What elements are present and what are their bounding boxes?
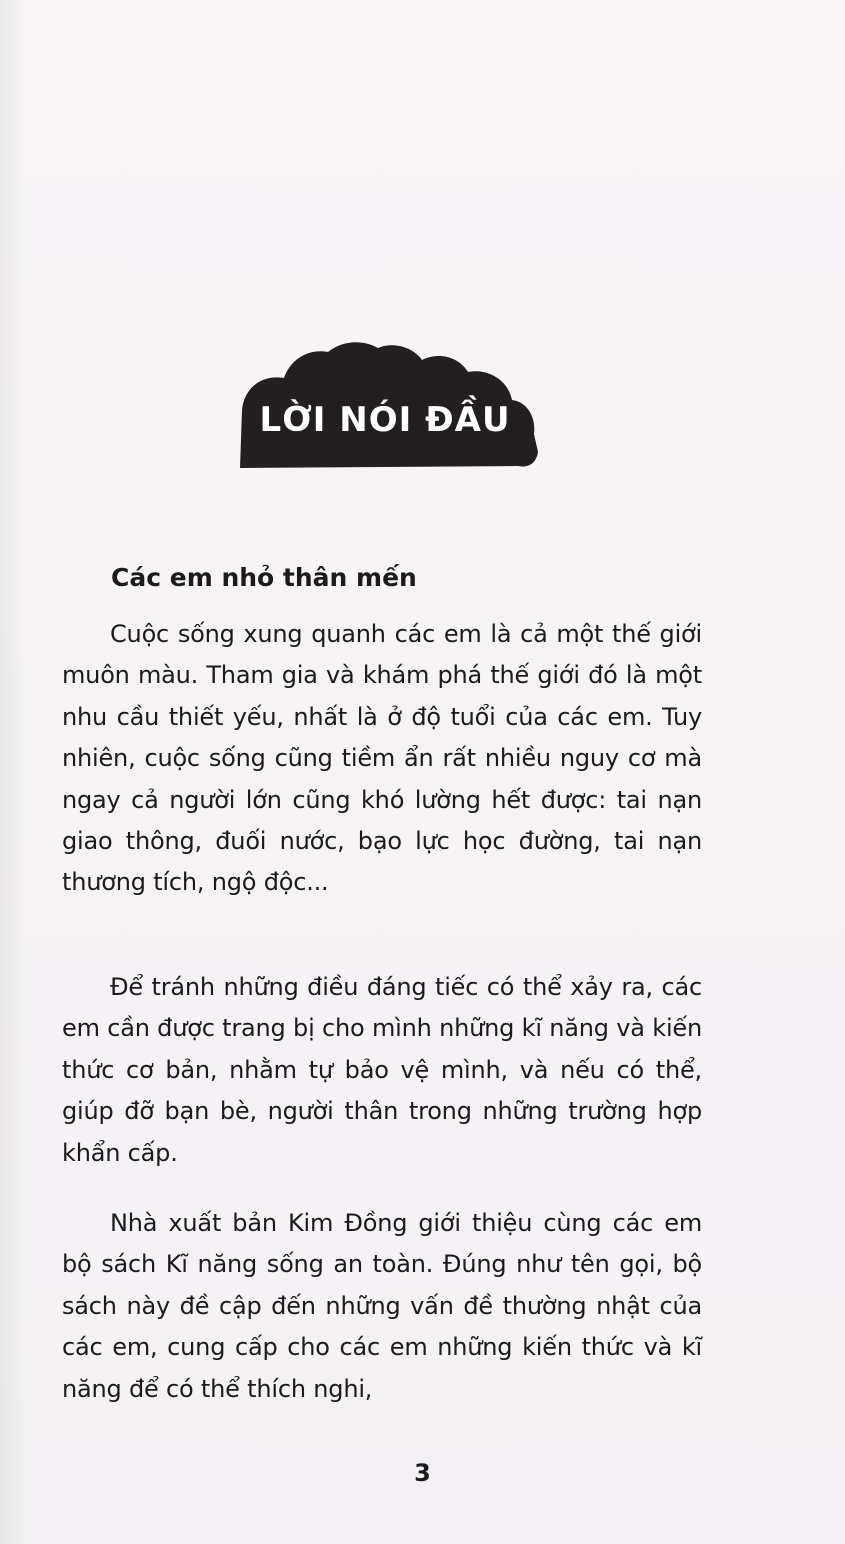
paragraph-3: Nhà xuất bản Kim Đồng giới thiệu cùng các em bộ sách Kĩ năng sống an toàn. Đúng như tên gọi, bộ sách này đề cập đến những vấn đề thường nhật của các em, cung cấp cho các em những kiến thức và kĩ năng để có thể thích nghi, bbox=[62, 1209, 702, 1403]
page-title: LỜI NÓI ĐẦU bbox=[259, 400, 511, 440]
paragraph-1: Cuộc sống xung quanh các em là cả một thế giới muôn màu. Tham gia và khám phá thế giới đó là một nhu cầu thiết yếu, nhất là ở độ tuổi của các em. Tuy nhiên, cuộc sống cũng tiềm ẩn rất nhiều nguy cơ mà ngay cả người lớn cũng khó lường hết được: tai nạn giao thông, đuối nước, bạo lực học đường, tai nạn thương tích, ngộ độc... bbox=[62, 620, 702, 897]
greeting-heading: Các em nhỏ thân mến bbox=[111, 563, 417, 592]
title-banner bbox=[232, 340, 538, 470]
page-number: 3 bbox=[414, 1459, 431, 1487]
paragraph-2: Để tránh những điều đáng tiếc có thể xảy ra, các em cần được trang bị cho mình những kĩ năng và kiến thức cơ bản, nhằm tự bảo vệ mình, và nếu có thể, giúp đỡ bạn bè, người thân trong những trường hợp khẩn cấp. bbox=[62, 973, 702, 1167]
